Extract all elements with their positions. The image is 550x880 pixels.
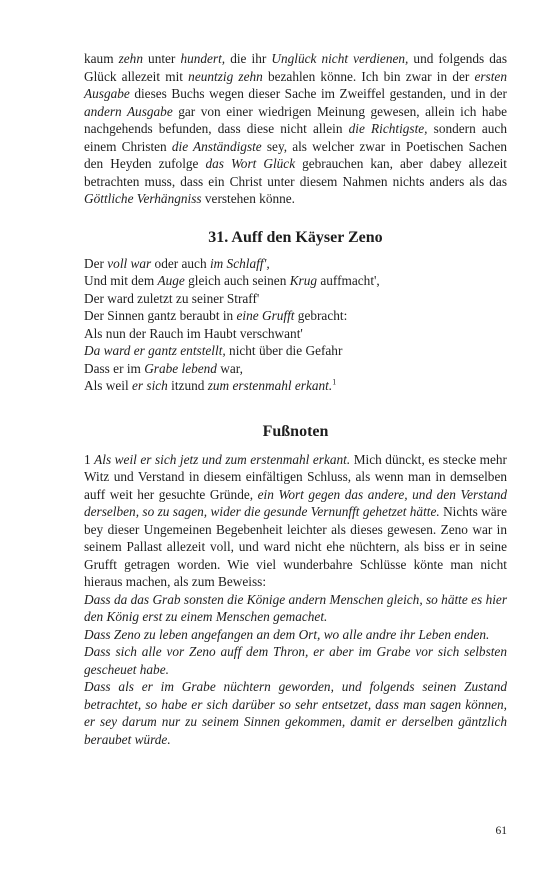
page-number: 61 [495, 825, 507, 837]
footnote-quotes [84, 591, 507, 749]
italic-text: zehn [118, 51, 143, 66]
intro-paragraph: kaum zehn unter hundert, die ihr Unglück nicht verdienen, und folgends das Glück allezeit mit neuntzig zehn bezahlen könne. Ich bin zwar in der ersten Ausgabe dieses Buchs wegen dieser Sache im Zweiffel gestanden, und in der andern Ausgabe gar von einer wiedrigen Meinung gewesen, allein ich habe nachgehends befunden, dass diese nicht allein die Richtigste, sondern auch einem Christen die Anständigste sey, als welcher zwar in Poetischen Sachen den Heyden zufolge das Wort Glück gebrauchen kan, aber dabey allezeit betrachten muss, dass ein Christ unter diesem Nahmen nichts anders als das Göttliche Verhängniss verstehen könne. [84, 51, 507, 206]
italic-text: das Wort Glück [205, 156, 296, 171]
italic-text: Grabe lebend [144, 360, 217, 376]
italic-text: Auge [157, 273, 185, 288]
italic-text: die Richtigste, [348, 121, 428, 136]
italic-text: eine Grufft [236, 308, 295, 323]
italic-text: Unglück nicht verdienen, [271, 51, 409, 66]
italic-text: Göttliche Verhängniss [84, 191, 202, 206]
italic-text: voll war [107, 255, 152, 271]
italic-text: neuntzig zehn [188, 68, 263, 84]
footnote-1 [84, 451, 507, 749]
italic-text: andern Ausgabe [84, 103, 173, 119]
italic-text: Da ward er gantz entstellt, [84, 343, 226, 358]
poem-line: Der ward zuletzt zu seiner Straff' [84, 290, 260, 306]
poem-line: Da ward er gantz entstellt, nicht über die Gefahr [84, 343, 343, 358]
poem-line: Und mit dem Auge gleich auch seinen Krug auffmacht', [84, 273, 380, 288]
poem-line: Als nun der Rauch im Haubt verschwant' [84, 325, 303, 341]
italic-text: zum erstenmahl erkant. [207, 378, 333, 393]
poem-line: Der voll war oder auch im Schlaff', [84, 255, 270, 271]
footnote-quote: Dass sich alle vor Zeno auff dem Thron, er aber im Grabe vor sich selbsten gescheuet habe. [84, 644, 507, 677]
italic-text: ersten Ausgabe [84, 68, 507, 101]
footnote-body: 1 Als weil er sich jetz und zum erstenmahl erkant. Mich dünckt, es stecke mehr Witz und Verstand in diesem einfältigen Schluss, als wenn man in demselben auff weit her gesuchte Gründe, ein Wort gegen das andere, und den Verstand derselben, so zu sagen, wider die gesunde Vernunfft gehetzet hätte. Nichts wäre bey dieser Ungemeinen Begebenheit leichter als dieses gewesen. Zeno war in seinem Pallast allezeit voll, und ward nicht ehe nüchtern, als biss er in seine Grufft getragen worden. Wie viel wunderbahre Schlüsse könte man nicht hieraus machen, als zum Beweiss: [84, 451, 507, 589]
poem-line: Als weil er sich itzund zum erstenmahl erkant.$^1$ [84, 377, 337, 393]
poem-line: Der Sinnen gantz beraubt in eine Grufft gebracht: [84, 308, 348, 323]
italic-text: ein Wort gegen das andere, und den Verstand derselben, so zu sagen, wider die gesunde Vernunfft gehetzet hätte. [84, 486, 507, 519]
italic-text: Krug [289, 273, 318, 288]
poem-title: 31. Auff den Käyser Zeno [208, 228, 383, 246]
footnote-quote: Dass Zeno zu leben angefangen an dem Ort, wo alle andre ihr Leben enden. [84, 626, 490, 642]
footnote-quote: Dass als er im Grabe nüchtern geworden, und folgends seinen Zustand betrachtet, so habe er sich darüber so sehr entsetzet, dass man sagen können, er sey darum nur zu seinem Sinnen gekommen, damit er derselben gäntzlich beraubet würde. [84, 679, 507, 747]
footnotes-title: Fußnoten [262, 422, 329, 440]
poem-line: Dass er im Grabe lebend war, [84, 360, 244, 376]
page-body [84, 50, 507, 748]
italic-text: Als weil er sich jetz und zum erstenmahl erkant. [94, 451, 351, 467]
italic-text: hundert, [180, 51, 226, 66]
italic-text: die Anständigste [171, 138, 262, 154]
footnote-reference[interactable]: 1 [332, 377, 337, 387]
poem [84, 255, 507, 395]
footnote-quote: Dass da das Grab sonsten die Könige andern Menschen gleich, so hätte es hier den König erst zu einem Menschen gemachet. [84, 591, 507, 624]
italic-text: im Schlaff', [209, 255, 270, 271]
italic-text: er sich [132, 378, 168, 393]
